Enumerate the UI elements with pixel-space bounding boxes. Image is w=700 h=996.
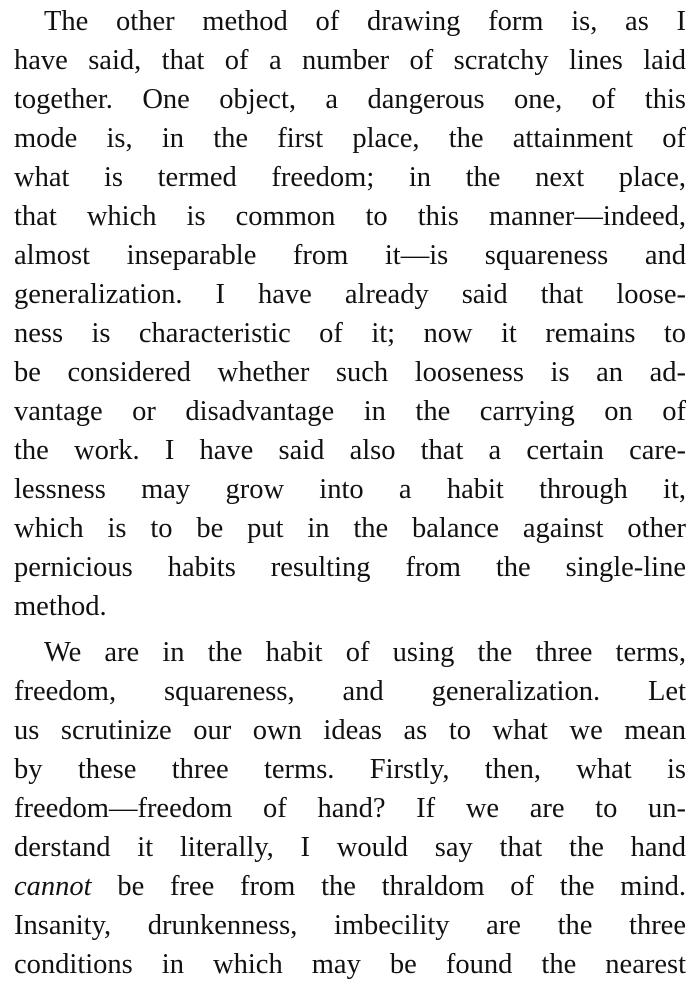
text-line: freedom, squareness, and generalization. Let (14, 676, 686, 707)
text-line: conditions in which may be found the nearest (14, 949, 686, 980)
text-line: by these three terms. Firstly, then, what is (14, 754, 686, 785)
text-line: the work. I have said also that a certain care- (14, 435, 686, 466)
text-line: that which is common to this manner—indeed, (14, 201, 686, 232)
text-line: We are in the habit of using the three terms, (44, 637, 686, 668)
book-page (14, 0, 686, 996)
text-line: The other method of drawing form is, as I (44, 6, 686, 37)
text-line: almost inseparable from it—is squareness and (14, 240, 686, 271)
text-line: mode is, in the first place, the attainment of (14, 123, 686, 154)
text-line: be considered whether such looseness is an ad- (14, 357, 686, 388)
emphasis-word: cannot (14, 871, 92, 902)
text-line: lessness may grow into a habit through it, (14, 474, 686, 505)
text-line-rest: be free from the thraldom of the mind. (117, 871, 686, 902)
text-line: what is termed freedom; in the next place, (14, 162, 686, 193)
text-line: Insanity, drunkenness, imbecility are the three (14, 910, 686, 941)
text-line: derstand it literally, I would say that the hand (14, 832, 686, 863)
text-line: pernicious habits resulting from the single-line (14, 552, 686, 583)
text-line: freedom—freedom of hand? If we are to un- (14, 793, 686, 824)
text-line: which is to be put in the balance against other (14, 513, 686, 544)
text-line: vantage or disadvantage in the carrying on of (14, 396, 686, 427)
text-line: have said, that of a number of scratchy lines laid (14, 45, 686, 76)
text-line: generalization. I have already said that loose- (14, 279, 686, 310)
text-line: us scrutinize our own ideas as to what we mean (14, 715, 686, 746)
text-line: ness is characteristic of it; now it remains to (14, 318, 686, 349)
text-line: together. One object, a dangerous one, of this (14, 84, 686, 115)
text-line: method. (14, 591, 107, 622)
text-line-with-emphasis (14, 867, 686, 907)
